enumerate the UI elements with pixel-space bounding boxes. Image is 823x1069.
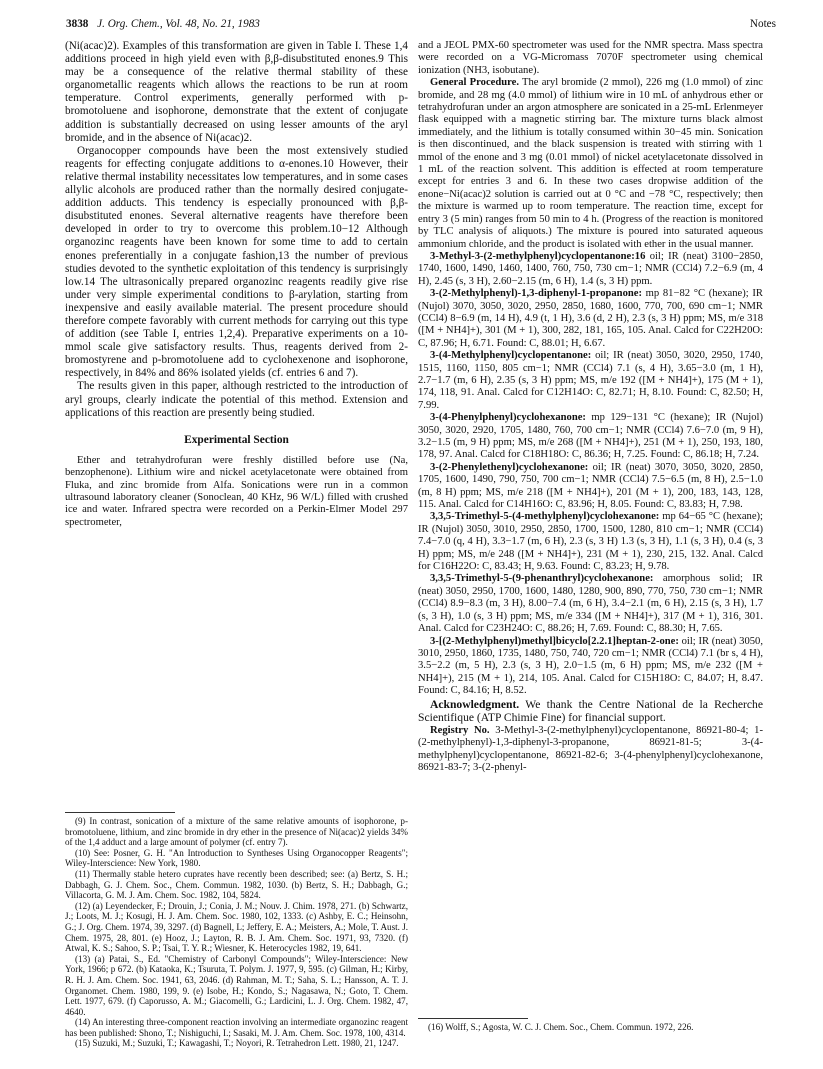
compound-name: 3-(4-Methylphenyl)cyclopentanone:: [430, 350, 592, 362]
compound-entry: [418, 511, 763, 573]
page-number: 3838: [66, 18, 89, 30]
footnote: (16) Wolff, S.; Agosta, W. C. J. Chem. Soc., Chem. Commun. 1972, 226.: [428, 1022, 694, 1032]
general-procedure: [418, 77, 763, 251]
ack-label: Acknowledgment.: [430, 697, 520, 711]
footnote: (13) (a) Patai, S., Ed. "Chemistry of Carbonyl Compounds"; Wiley-Interscience: New York, 1966; p 672. (b) Kataoka, K.; Tsuruta, T. Polym. J. 1977, 9, 595. (c) Gilman, H.; Kirby, R. H. J. Am. Chem. Soc. 1941, 63, 2046. (d) Rahman, M. T.; Saha, S. L.; Hansson, A. T. J. Organomet. Chem. 1980, 199, 9. (e) Isobe, H.; Kondo, S.; Nagasawa, N.; Goto, T. Chem. Lett. 1977, 679. (f) Caporusso, A. M.; Giacomelli, G.; Lardicini, L. J. Org. Chem. 1982, 47, 4640.: [65, 953, 408, 1017]
compound-entry: [418, 412, 763, 462]
registry-text: 3-Methyl-3-(2-methylphenyl)cyclopentanone, 86921-80-4; 1-(2-methylphenyl)-1,3-diphenyl-3-propanone, 86921-81-5; 3-(4-methylphenyl)cyclopentanone, 86921-82-6; 3-(4-phenylphenyl)cyclohexanone, 86921-83-7; 3-(2-phenyl-: [418, 724, 763, 773]
compound-name: 3-(2-Methylphenyl)-1,3-diphenyl-1-propanone:: [430, 288, 642, 300]
footnote: (12) (a) Leyendecker, F.; Drouin, J.; Conia, J. M.; Nouv. J. Chim. 1978, 271. (b) Schwartz, J.; Loots, M. J.; Kosugi, H. J. Am. Chem. Soc. 1980, 102, 1333. (c) Ashby, E. C.; Heinsohn, G.; J. Org. Chem. 1974, 39, 3297. (d) Bagnell, L; Jeffery, E. A.; Meisters, A.; Mole, T. Aust. J. Chem. 1975, 28, 801. (e) Hooz, J.; Layton, R. B. J. Am. Chem. Soc. 1971, 93, 7320. (f) Atwal, K. S.; Sahoo, S. P.; Tsai, T. Y. R.; Wiesner, K. Heterocycles 1982, 19, 641.: [65, 900, 409, 954]
header-left: [66, 18, 260, 30]
running-header: [66, 18, 776, 34]
compound-name: 3-(2-Phenylethenyl)cyclohexanone:: [430, 461, 589, 473]
paragraph: The results given in this paper, although restricted to the introduction of aryl groups, clearly indicate the potential of this method. Extension and applications of this reaction are presently being studied.: [65, 380, 408, 419]
footnote-rule: [418, 1018, 528, 1019]
paragraph: Ether and tetrahydrofuran were freshly distilled before use (Na, benzophenone). Lithium wire and nickel acetylacetonate were obtained from Fluka, and zinc bromide from Alfa. Sonications were run in a common ultrasound laboratory cleaner (Sonoclean, 40 KHz, 96 W/L) filled with crushed ice and water. Infrared spectra were recorded on a Perkin-Elmer Model 297 spectrometer,: [65, 454, 408, 528]
compound-data: oil; IR (neat) 3070, 3050, 3020, 2850, 1705, 1600, 1490, 790, 750, 700 cm−1; NMR (CCl4) 7.5−6.5 (m, 8 H), 2.5−1.0 (m, 8 H) ppm; MS, m/e 218 ([M + NH4]+), 201 (M + 1), 200, 183, 143, 128, 115. Anal. Calcd for C14H16O: C, 83.96; H, 8.05. Found: C, 83.83; H, 7.98.: [418, 461, 763, 511]
footnotes-left: [65, 812, 408, 1049]
compound-entry: [418, 350, 763, 412]
paragraph: Organocopper compounds have been the most extensively studied reagents for effecting conjugate additions to α-enones.10 However, their relative thermal instability necessitates low temperatures, and in some cases allylic alcohols are produced rather than the normally desired conjugate-addition adducts. This tendency is especially pronounced with β,β-disubstituted enones. Several alternative reagents have therefore been developed in order to try to overcome this problem.10−12 Although organozinc reagents have been known for some time to add to certain enones preferentially in a conjugate fashion,13 the number of previous studies devoted to the synthetic exploitation of this tendency is surprisingly low.14 The ultrasonically prepared organozinc reagents readily give rise under very simple experimental conditions to β-arylation, starting from inexpensive and easily available material. The present procedure should therefore compete favorably with current methods for carrying out this type of addition (see Table I, entries 1,2,4). Preparative experiments on a 10-mmol scale give satisfactory results. Thus, reagents derived from 2-bromostyrene and p-bromotoluene add to cyclohexenone and isophorone, respectively, in 84% and 86% isolated yields (cf. entries 6 and 7).: [65, 144, 408, 380]
compound-data: oil; IR (neat) 3050, 3020, 2950, 1740, 1515, 1160, 1150, 805 cm−1; NMR (CCl4) 7.1 (s, 4 H), 3.65−3.0 (m, 1 H), 2.7−1.7 (m, 6 H), 2.35 (s, 3 H) ppm; MS, m/e 192 ([M + NH4]+), 175 (M + 1), 174, 118, 91. Anal. Calcd for C12H14O: C, 82.71; H, 8.10. Found: C, 82.50; H, 7.99.: [418, 350, 763, 411]
run-in-heading: General Procedure.: [430, 77, 520, 89]
compound-entry: [418, 462, 763, 512]
acknowledgment: [418, 698, 763, 725]
compound-entry: [418, 251, 763, 288]
section-label: Notes: [749, 18, 776, 30]
compound-data: amorphous solid; IR (neat) 3050, 2950, 1700, 1600, 1480, 1280, 900, 890, 770, 750, 730 cm−1; NMR (CCl4) 8.9−8.3 (m, 3 H), 8.00−7.4 (m, 6 H), 3.4−2.1 (m, 6 H), 2.15 (s, 3 H), 1.7 (s, 3 H), 1.0 (s, 3 H) ppm; MS, m/e 334 ([M + NH4]+), 317 (M + 1), 316, 301. Anal. Calcd for C23H24O: C, 88.26; H, 7.69. Found: C, 88.30; H, 7.65.: [418, 573, 763, 635]
footnote: (14) An interesting three-component reaction involving an intermediate organozinc reagent has been published: Shono, T.; Nishiguchi, I.; Sasaki, M. J. Am. Chem. Soc. 1978, 100, 4314.: [65, 1017, 408, 1038]
paragraph: and a JEOL PMX-60 spectrometer was used for the NMR spectra. Mass spectra were recorded on a VG-Micromass 7070F spectrometer using chemical ionization (NH3, isobutane).: [418, 40, 763, 76]
compound-name: 3-(4-Phenylphenyl)cyclohexanone:: [430, 412, 586, 424]
compound-entry: [418, 288, 763, 350]
compound-name: 3-[(2-Methylphenyl)methyl]bicyclo[2.2.1]heptan-2-one:: [430, 635, 679, 647]
compound-data: oil; IR (neat) 3100−2850, 1740, 1600, 1490, 1460, 1400, 760, 750, 730 cm−1; NMR (CCl4) 7.2−6.9 (m, 4 H), 2.45 (s, 3 H), 2.60−2.15 (m, 6 H), 1.4 (s, 3 H) ppm.: [418, 250, 763, 287]
compound-name: 3-Methyl-3-(2-methylphenyl)cyclopentanone:16: [430, 250, 646, 262]
compound-data: mp 64−65 °C (hexane); IR (Nujol) 3050, 3010, 2950, 2850, 1700, 1500, 1280, 810 cm−1; NMR (CCl4) 7.4−7.0 (q, 4 H), 3.3−1.7 (m, 6 H), 2.3 (s, 3 H) 1.3 (s, 3 H), 1.1 (s, 3 H), 0.4 (s, 3 H) ppm; MS, m/e 248 ([M + NH4]+), 231 (M + 1), 230, 215, 132. Anal. Calcd for C16H22O: C, 83.43; H, 9.63. Found: C, 83.23; H, 9.78.: [418, 511, 763, 573]
footnote: (15) Suzuki, M.; Suzuki, T.; Kawagashi, T.; Noyori, R. Tetrahedron Lett. 1980, 21, 1247.: [75, 1038, 399, 1049]
compound-data: oil; IR (neat) 3050, 3010, 2950, 1860, 1735, 1480, 750, 740, 720 cm−1; NMR (CCl4) 7.1 (br s, 4 H), 3.5−2.2 (m, 5 H), 2.3 (s, 3 H), 2.0−1.5 (m, 6 H) ppm; MS, m/e 232 ([M + NH4]+), 215 (M + 1), 214, 105. Anal. Calcd for C15H18O: C, 84.07; H, 8.47. Found: C, 84.16; H, 8.52.: [418, 635, 763, 697]
compound-name: 3,3,5-Trimethyl-5-(9-phenanthryl)cyclohexanone:: [430, 573, 654, 585]
compound-name: 3,3,5-Trimethyl-5-(4-methylphenyl)cyclohexanone:: [430, 511, 660, 523]
registry-numbers: [418, 725, 763, 775]
paragraph: (Ni(acac)2). Examples of this transformation are given in Table I. These 1,4 additions proceed in high yield even with β,β-disubstituted enones.9 This may be a consequence of the relative thermal stability of these organometallic reagents which allows the reactions to be run at room temperature. Control experiments, generally performed with p-bromotoluene and isophorone, demonstrate that the extent of conjugate addition is substantially decreased on using lesser amounts of the aryl bromide, and in the absence of Ni(acac)2.: [65, 40, 408, 144]
compound-data: mp 129−131 °C (hexane); IR (Nujol) 3050, 3020, 2920, 1705, 1480, 760, 700 cm−1; NMR (CCl4) 7.6−7.0 (m, 9 H), 3.2−1.5 (m, 9 H) ppm; MS, m/e 268 ([M + NH4]+), 251 (M + 1), 250, 193, 180, 178, 97. Anal. Calcd for C18H18O: C, 86.36; H, 7.25. Found: C, 86.18; H, 7.24.: [418, 412, 763, 461]
compound-data: mp 81−82 °C (hexane); IR (Nujol) 3070, 3050, 3020, 2950, 2850, 1680, 1600, 770, 700, 690 cm−1; NMR (CCl4) 8−6.9 (m, 14 H), 4.9 (t, 1 H), 3.6 (d, 2 H), 2.3 (s, 3 H) ppm; MS, m/e 318 ([M + NH4]+), 301 (M + 1), 300, 282, 181, 165, 105. Anal. Calcd for C22H20O: C, 87.96; H, 6.71. Found: C, 88.01; H, 6.67.: [418, 288, 763, 349]
footnote: (10) See: Posner, G. H. "An Introduction to Syntheses Using Organocopper Reagents"; Wiley-Interscience: New York, 1980.: [65, 847, 408, 869]
journal-citation: J. Org. Chem., Vol. 48, No. 21, 1983: [97, 18, 260, 30]
compound-entry: [418, 636, 763, 698]
ack-text: We thank the Centre National de la Recherche Scientifique (ATP Chimie Fine) for financial support.: [418, 697, 763, 725]
registry-label: Registry No.: [430, 724, 490, 736]
right-column: [418, 40, 763, 774]
footnote: (11) Thermally stable hetero cuprates have recently been described; see: (a) Bertz, S. H.; Dabbagh, G. J. Chem. Soc., Chem. Commun. 1982, 1030. (b) Bertz, S. H.; Dabbagh, G.; Villacorta, G. M. J. Am. Chem. Soc. 1982, 104, 5824.: [65, 868, 408, 901]
footnotes-right: [418, 1018, 763, 1033]
compound-entry: [418, 573, 763, 635]
footnote: (9) In contrast, sonication of a mixture of the same relative amounts of isophorone, p-bromotoluene, lithium, and zinc bromide in dry ether in the presence of Ni(acac)2 yields 34% of the 1,4 adduct and a large amount of polymer (cf. entry 7).: [65, 816, 408, 848]
left-column: [65, 40, 408, 529]
procedure-text: The aryl bromide (2 mmol), 226 mg (1.0 mmol) of zinc bromide, and 28 mg (4.0 mmol) of lithium wire in 10 mL of anhydrous ether or tetrahydrofuran under an argon atmosphere are sonicated in a 25-mL Erlenmeyer flask equipped with a magnetic stirring bar. The mixture turns black almost immediately, and the lithium is totally consumed within 30−45 min. Sonication is then discontinued, and the black suspension is treated with stirring with 1 mmol of the enone and 3 mg (0.01 mmol) of nickel acetylacetonate dissolved in 1 mL of the reaction solvent. This addition is effected at room temperature except for entries 3 and 6. In these two cases dropwise addition of the enone−Ni(acac)2 solution is carried out at 0 °C and −78 °C, respectively; then the mixture is warmed up to room temperature. The reaction time, except for entry 3 (5 min) ranges from 50 min to 4 h. (Progress of the reaction is monitored by TLC analysis of aliquots.) The mixture is poured into saturated aqueous ammonium chloride, and the product is isolated with ether in the usual manner.: [418, 77, 763, 250]
footnote-rule: [65, 812, 175, 813]
section-heading: Experimental Section: [184, 433, 289, 446]
